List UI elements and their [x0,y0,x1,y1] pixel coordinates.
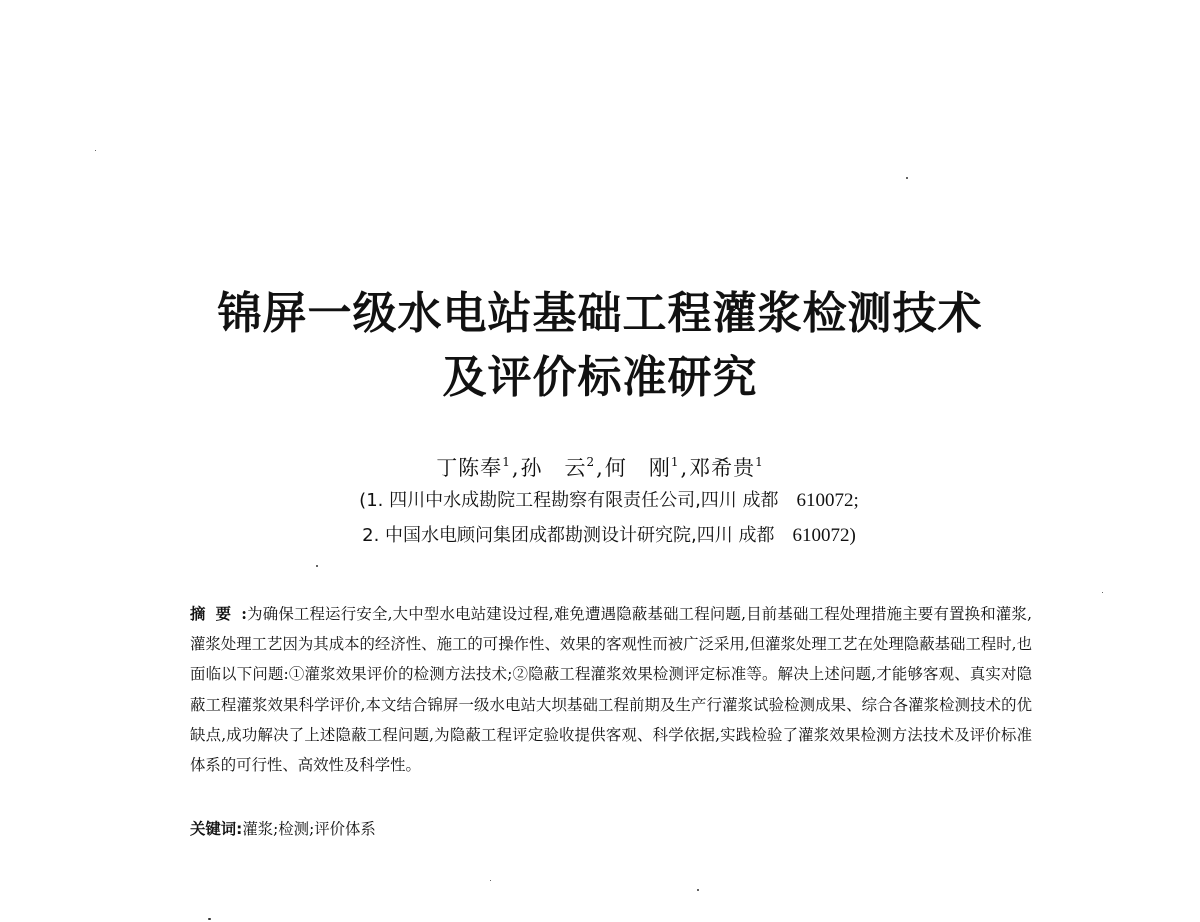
keywords-label: 关键词: [190,820,243,838]
author-name: 邓希贵 [689,456,756,480]
paper-title-line-2: 及评价标准研究 [442,352,758,403]
author-name: 孙 云 [520,456,587,480]
author-name: 丁陈奉 [436,456,503,480]
postal-code: 610072) [792,525,856,546]
abstract-text: 为确保工程运行安全,大中型水电站建设过程,难免遭遇隐蔽基础工程问题,目前基础工程处理措施主要有置换和灌浆,灌浆处理工艺因为其成本的经济性、施工的可操作性、效果的客观性而被广泛采用,但灌浆处理工艺在处理隐蔽基础工程时,也面临以下问题:①灌浆效果评价的检测方法技术;②隐蔽工程灌浆效果检测评定标准等。解决上述问题,才能够客观、真实对隐蔽工程灌浆效果科学评价,本文结合锦屏一级水电站大坝基础工程前期及生产行灌浆试验检测成果、综合各灌浆检测技术的优缺点,成功解决了上述隐蔽工程问题,为隐蔽工程评定验收提供客观、科学依据,实践检验了灌浆效果检测方法技术及评价标准体系的可行性、高效性及科学性。 [190,605,1032,775]
abstract-label: 摘要 [190,605,242,623]
keywords-text: 灌浆;检测;评价体系 [242,820,376,838]
affiliation-line-1 [0,486,1200,512]
scan-speck [490,880,491,881]
author-affiliation-mark: 1 [670,455,680,469]
scan-speck [208,918,211,920]
scan-speck [697,889,699,891]
affiliation-text: 2. 中国水电顾问集团成都勘测设计研究院,四川 成都 [362,525,775,546]
abstract-label-colon: : [241,605,247,623]
author-list [0,452,1200,482]
scan-speck [906,177,908,179]
author-affiliation-mark: 1 [755,455,764,469]
scan-speck [95,150,96,151]
keywords [190,817,376,839]
affiliation-line-2 [0,521,1200,547]
author-separator: , [680,456,689,480]
author-separator: , [596,456,604,480]
author-separator: , [511,456,520,480]
affiliation-text: (1. 四川中水成勘院工程勘察有限责任公司,四川 成都 [359,490,779,511]
scan-speck [1102,592,1103,593]
paper-title-line-1: 锦屏一级水电站基础工程灌浆检测技术 [217,288,983,339]
author-affiliation-mark: 1 [502,455,511,469]
author-affiliation-mark: 2 [586,455,596,469]
author-name: 何 刚 [604,456,671,480]
abstract [190,599,1032,780]
scan-speck [316,565,318,567]
postal-code: 610072; [796,490,859,511]
